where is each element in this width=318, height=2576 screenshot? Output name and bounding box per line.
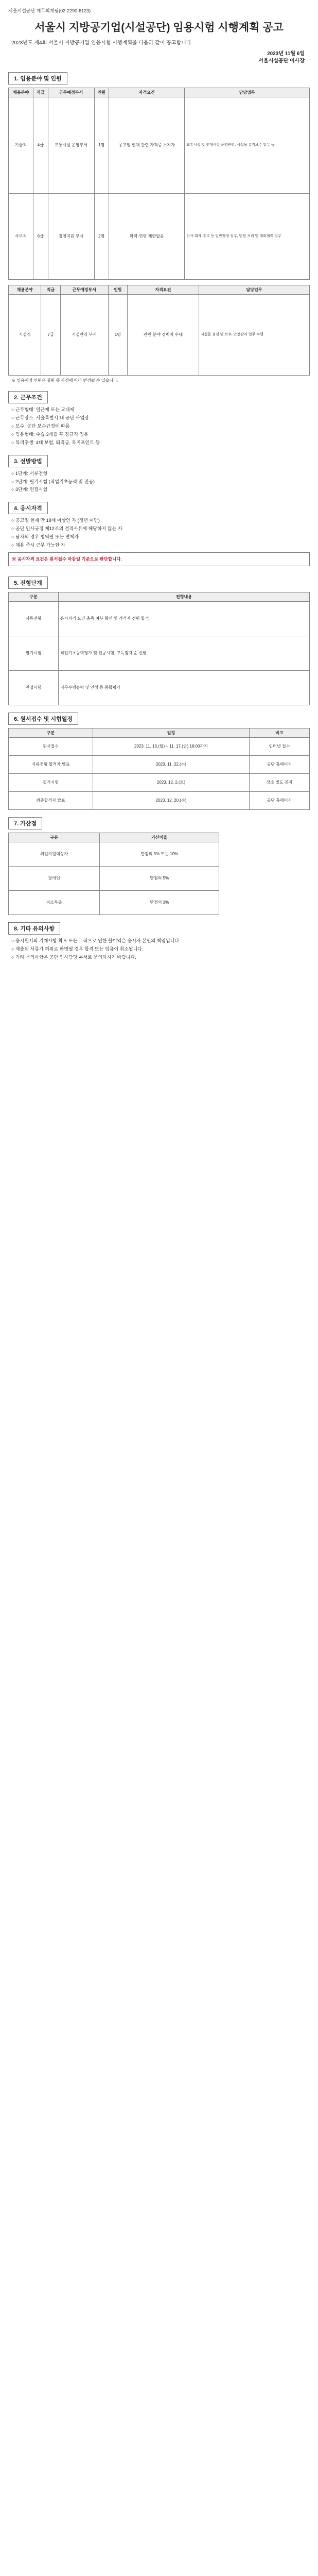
table-row [9,773,310,791]
table-row [9,601,310,636]
table-cell: 시설직 [9,294,41,375]
col-header: 담당업무 [199,285,309,294]
table-cell: 관련 분야 경력자 우대 [128,294,199,375]
col-header: 자격요건 [109,88,184,97]
table-row [9,842,219,866]
list-item: ○ 남자의 경우 병역필 또는 면제자 [11,534,79,540]
table-cell: 장소 별도 공지 [249,773,309,791]
stage-table [8,592,310,705]
table-cell: 사무직 [9,193,33,279]
qualification-note [8,552,310,566]
date-line: 2023년 11월 6일 [267,50,305,57]
col-header: 구분 [9,728,93,737]
table-cell: 학력·연령 제한없음 [109,193,184,279]
col-header: 근무예정부서 [48,88,94,97]
col-header: 채용분야 [9,285,41,294]
table-cell: 기술직 [9,97,33,193]
table-cell: 필기시험 [9,773,93,791]
table-cell: 필기시험 [9,636,59,670]
table-cell: 공단 홈페이지 [249,755,309,773]
table-cell: 시설물 점검 및 보수, 안전관리 업무 수행 [199,294,309,375]
list-item: ○ 1단계: 서류전형 [11,470,48,476]
col-header: 인원 [108,285,128,294]
col-header: 직급 [41,285,61,294]
table-cell: 직무수행능력 및 인성 등 종합평가 [59,670,310,705]
table-row [9,791,310,809]
col-header: 일정 [93,728,250,737]
table-cell: 인터넷 접수 [249,737,309,755]
table-cell: 7급 [41,294,61,375]
table-cell: 응시자격 요건 충족 여부 확인 및 적격자 전원 합격 [59,601,310,636]
col-header: 담당업무 [185,88,310,97]
table-cell: 1명 [94,97,109,193]
table-cell: 2명 [94,193,109,279]
table-row [9,890,219,914]
bonus-table [8,833,219,915]
list-item: ○ 응시원서의 기재사항 착오 또는 누락으로 인한 불이익은 응시자 본인의 책임입니다. [11,938,181,943]
table-cell: 교통시설 운영부서 [48,97,94,193]
table-cell: 만점의 5% [100,866,219,890]
section-8-heading: 8. 기타 유의사항 [8,922,60,935]
work-list [11,406,307,447]
table-cell: 6급 [33,193,48,279]
header-dept: 서울시설공단 재무회계팀(02-2290-6123) [8,8,91,13]
list-item: ○ 제출된 서류가 허위로 판명될 경우 합격 또는 임용이 취소됩니다. [11,946,144,952]
table-cell: 만점의 3% [100,890,219,914]
section-7-heading: 7. 가산점 [8,817,42,829]
table-cell: 저소득층 [9,890,100,914]
table-row [9,866,219,890]
table-cell: 서류전형 [9,601,59,636]
table-cell: 최종합격자 발표 [9,791,93,809]
list-item: ○ 3단계: 면접시험 [11,487,48,493]
table-cell: 2023. 12. 2.(토) [93,773,250,791]
date-block [8,50,305,65]
table-cell: 2023. 12. 20.(수) [93,791,250,809]
table-row [9,636,310,670]
table-cell: 직업기초능력평가 및 전공시험, 고득점자 순 선발 [59,636,310,670]
table-cell: 만점의 5% 또는 10% [100,842,219,866]
table-cell: 취업지원대상자 [9,842,100,866]
list-item: ○ 기타 문의사항은 공단 인사담당 부서로 문의하시기 바랍니다. [11,954,136,960]
list-item: ○ 임용형태: 수습 3개월 후 정규직 임용 [11,431,89,437]
table-cell: 공단 홈페이지 [249,791,309,809]
table-cell: 1명 [108,294,128,375]
select-list [11,470,307,494]
positions-table [8,88,310,280]
table-cell: 면접시험 [9,670,59,705]
table-cell: 서류전형 합격자 발표 [9,755,93,773]
page-title: 서울시 지방공기업(시설공단) 임용시험 시행계획 공고 [34,22,284,33]
section-2-heading: 2. 근무조건 [8,391,48,403]
table-row [9,97,310,193]
table-cell: 교통시설 및 부대시설 운영관리, 시설물 유지보수 업무 등 [185,97,310,193]
intro-text: 2023년도 제4회 서울시 지방공기업 임용시험 시행계획을 다음과 같이 공고합니다. [11,40,193,46]
list-item: ○ 공고일 현재 만 18세 이상인 자 (정년 미만) [11,518,100,523]
note-text: ※ 응시자격 요건은 원서접수 마감일 기준으로 판단합니다. [12,556,122,562]
schedule-table [8,728,310,810]
list-item: ○ 2단계: 필기시험 (직업기초능력 및 전공) [11,479,95,484]
list-item: ○ 근무형태: 일근제 또는 교대제 [11,406,75,412]
table-cell: 인사·회계·총무 등 일반행정 업무, 민원 처리 및 대외협력 업무 [185,193,310,279]
col-header: 구분 [9,592,59,601]
col-header: 자격요건 [128,285,199,294]
table-cell: 4급 [33,97,48,193]
section-6-heading: 6. 원서접수 및 시험일정 [8,713,78,725]
positions-note: ※ 임용예정 인원은 결원 등 사정에 따라 변경될 수 있습니다. [11,378,118,383]
other-list [11,938,307,961]
col-header: 비고 [249,728,309,737]
table-row [9,755,310,773]
col-header: 채용분야 [9,88,33,97]
section-5-heading: 5. 전형단계 [8,577,48,589]
table-cell: 2023. 11. 22.(수) [93,755,250,773]
table-row [9,737,310,755]
col-header: 근무예정부서 [60,285,108,294]
section-3-heading: 3. 선발방법 [8,455,48,467]
positions-table-b [8,285,310,376]
col-header: 가산비율 [100,833,219,842]
list-item: ○ 근무장소: 서울특별시 내 공단 사업장 [11,415,89,420]
list-item: ○ 채용 즉시 근무 가능한 자 [11,543,65,548]
table-cell: 원서접수 [9,737,93,755]
table-cell: 장애인 [9,866,100,890]
table-cell: 시설관리 부서 [60,294,108,375]
qualification-list [11,517,307,549]
table-cell: 공고일 현재 관련 자격증 소지자 [109,97,184,193]
col-header: 전형내용 [59,592,310,601]
col-header: 인원 [94,88,109,97]
section-4-heading: 4. 응시자격 [8,502,48,514]
list-item: ○ 공단 인사규정 제12조의 결격사유에 해당하지 않는 자 [11,526,122,532]
table-row [9,294,310,375]
col-header: 직급 [33,88,48,97]
table-cell: 경영지원 부서 [48,193,94,279]
org-line: 서울시설공단 이사장 [258,58,305,64]
list-item: ○ 복리후생: 4대 보험, 퇴직금, 복지포인트 등 [11,439,100,445]
col-header: 구분 [9,833,100,842]
table-row [9,193,310,279]
section-1-heading: 1. 임용분야 및 인원 [8,72,67,84]
list-item: ○ 보수: 공단 보수규정에 따름 [11,423,70,429]
table-cell: 2023. 11. 13.(월) ~ 11. 17.(금) 18:00까지 [93,737,250,755]
table-row [9,670,310,705]
